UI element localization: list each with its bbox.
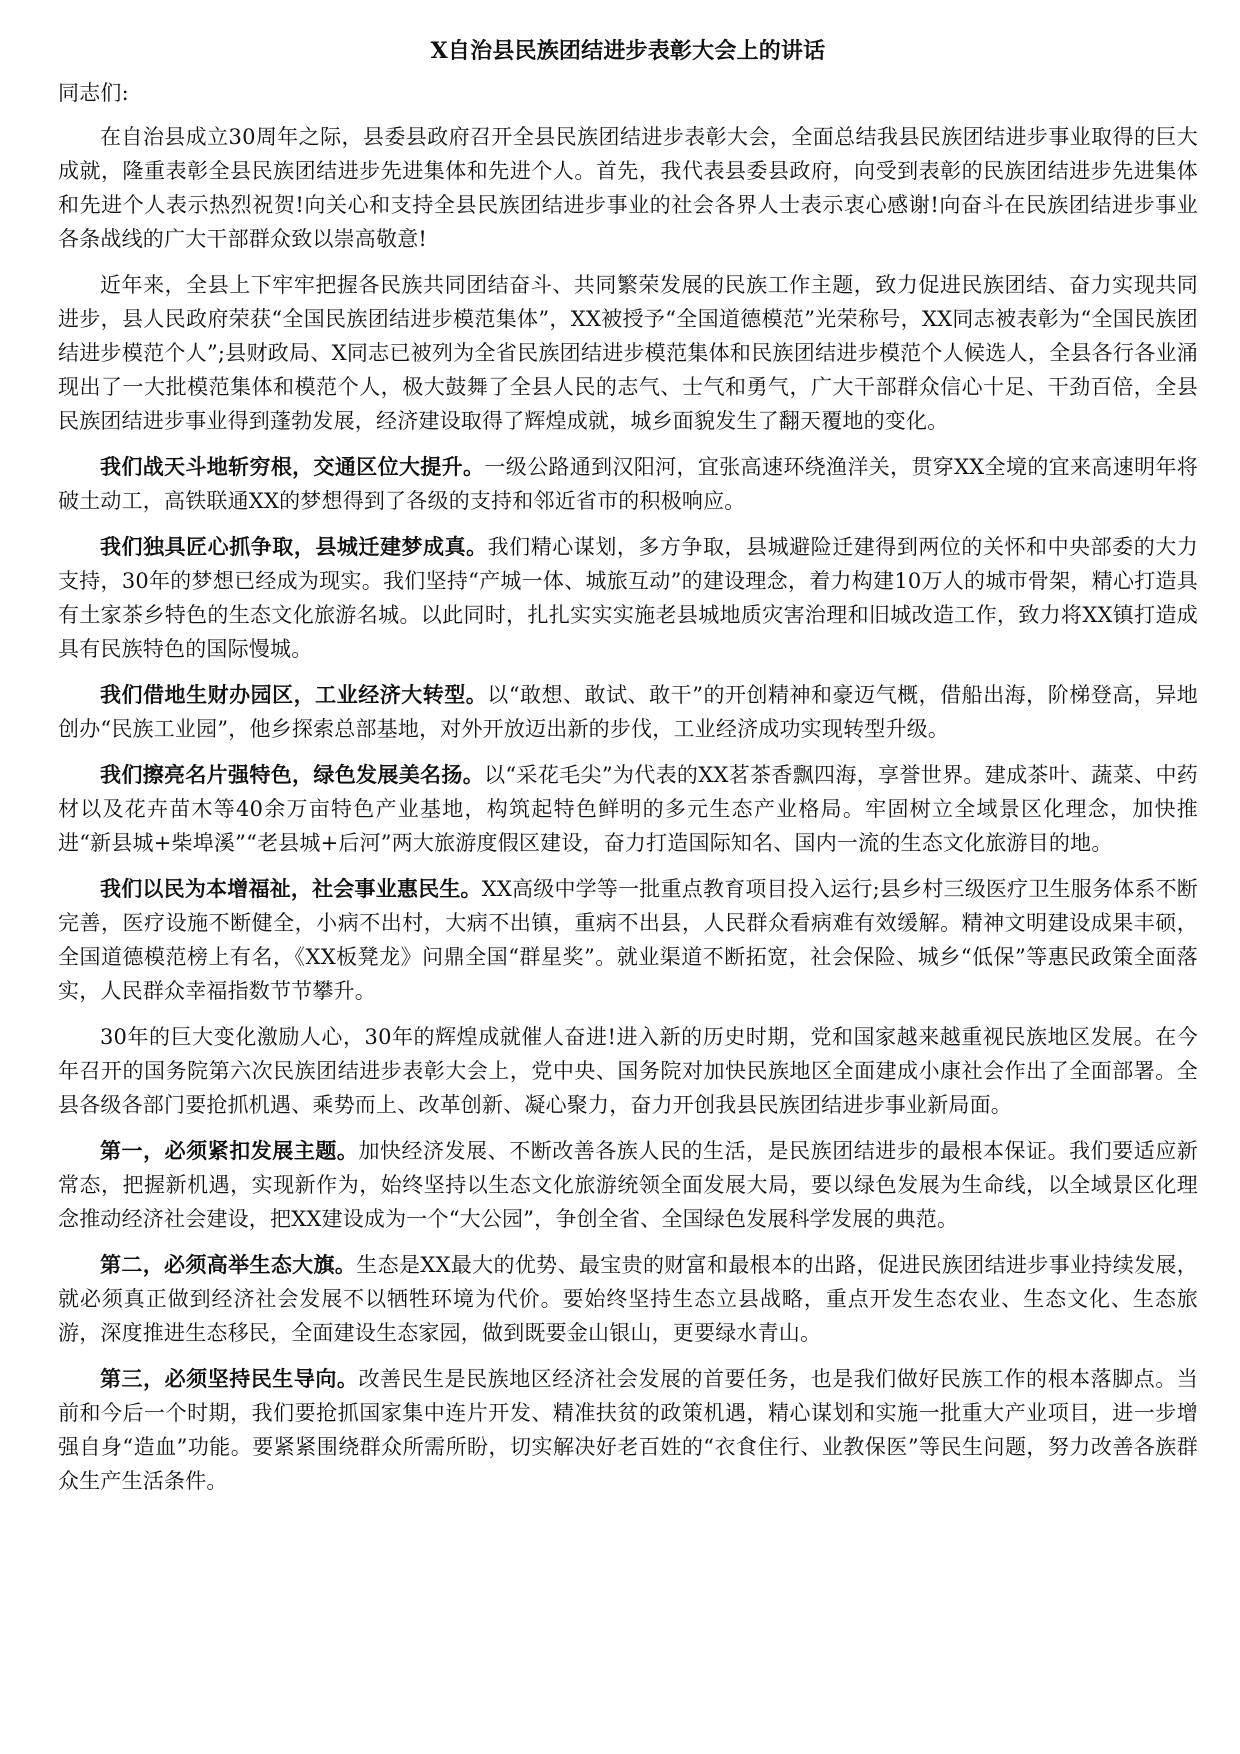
paragraph-text: 改善民生是民族地区经济社会发展的首要任务，也是我们做好民族工作的根本落脚点。当前和今后一个时期，我们要抢抓国家集中连片开发、精准扶贫的政策机遇，精心谋划和实施一批重大产业项目，进一步增强自身“造血”功能。要紧紧围绕群众所需所盼，切实解决好老百姓的“衣食住行、业教保医”等民生问题，努力改善各族群众生产生活条件。 bbox=[58, 1367, 1198, 1493]
paragraph-county-relocation bbox=[58, 530, 1198, 666]
paragraph-text: 近年来，全县上下牢牢把握各民族共同团结奋斗、共同繁荣发展的民族工作主题，致力促进民族团结、奋力实现共同进步，县人民政府荣获“全国民族团结进步模范集体”，XX被授予“全国道德模范”光荣称号，XX同志被表彰为“全国民族团结进步模范个人”;县财政局、X同志已被列为全省民族团结进步模范集体和民族团结进步模范个人候选人，全县各行各业涌现出了一大批模范集体和模范个人，极大鼓舞了全县人民的志气、士气和勇气，广大干部群众信心十足、干劲百倍，全县民族团结进步事业得到蓬勃发展，经济建设取得了辉煌成就，城乡面貌发生了翻天覆地的变化。 bbox=[58, 273, 1198, 433]
paragraph-green-development bbox=[58, 758, 1198, 860]
paragraph-text: 以“敢想、敢试、敢干”的开创精神和豪迈气概，借船出海，阶梯登高，异地创办“民族工业园”，他乡探索总部基地，对外开放迈出新的步伐，工业经济成功实现转型升级。 bbox=[58, 683, 1198, 741]
paragraph-second-point bbox=[58, 1248, 1198, 1350]
paragraph-third-point bbox=[58, 1362, 1198, 1498]
paragraph-text: 在自治县成立30周年之际，县委县政府召开全县民族团结进步表彰大会，全面总结我县民族团结进步事业取得的巨大成就，隆重表彰全县民族团结进步先进集体和先进个人。首先，我代表县委县政府，向受到表彰的民族团结进步先进集体和先进个人表示热烈祝贺!向关心和支持全县民族团结进步事业的社会各界人士表示衷心感谢!向奋斗在民族团结进步事业各条战线的广大干部群众致以崇高敬意! bbox=[58, 125, 1198, 251]
paragraph-industrial-park bbox=[58, 678, 1198, 746]
paragraph-text: XX高级中学等一批重点教育项目投入运行;县乡村三级医疗卫生服务体系不断完善，医疗设施不断健全，小病不出村，大病不出镇，重病不出县，人民群众看病难有效缓解。精神文明建设成果丰硕，全国道德模范榜上有名，《XX板凳龙》问鼎全国“群星奖”。就业渠道不断拓宽，社会保险、城乡“低保”等惠民政策全面落实，人民群众幸福指数节节攀升。 bbox=[58, 877, 1198, 1003]
salutation: 同志们: bbox=[58, 81, 129, 105]
document-page bbox=[58, 34, 1198, 1510]
paragraph-lead: 我们擦亮名片强特色，绿色发展美名扬。 bbox=[100, 762, 485, 787]
paragraph-text: 一级公路通到汉阳河，宜张高速环绕渔洋关，贯穿XX全境的宜来高速明年将破土动工，高铁联通XX的梦想得到了各级的支持和邻近省市的积极响应。 bbox=[58, 455, 1198, 513]
paragraph-livelihood bbox=[58, 872, 1198, 1008]
document-title: X自治县民族团结进步表彰大会上的讲话 bbox=[430, 38, 826, 64]
paragraph-lead: 第三，必须坚持民生导向。 bbox=[100, 1366, 359, 1391]
paragraph-lead: 第二，必须高举生态大旗。 bbox=[100, 1252, 357, 1277]
paragraph-text: 30年的巨大变化激励人心，30年的辉煌成就催人奋进!进入新的历史时期，党和国家越来越重视民族地区发展。在今年召开的国务院第六次民族团结进步表彰大会上，党中央、国务院对加快民族地区全面建成小康社会作出了全面部署。全县各级各部门要抢抓机遇、乘势而上、改革创新、凝心聚力，奋力开创我县民族团结进步事业新局面。 bbox=[58, 1025, 1198, 1117]
paragraph-first-point bbox=[58, 1134, 1198, 1236]
paragraph-transport bbox=[58, 450, 1198, 518]
paragraph-lead: 我们独具匠心抓争取，县城迁建梦成真。 bbox=[100, 534, 488, 559]
paragraph-lead: 第一，必须紧扣发展主题。 bbox=[100, 1138, 359, 1163]
paragraph-text: 我们精心谋划，多方争取，县城避险迁建得到两位的关怀和中央部委的大力支持，30年的梦想已经成为现实。我们坚持“产城一体、城旅互动”的建设理念，着力构建10万人的城市骨架，精心打造具有土家茶乡特色的生态文化旅游名城。以此同时，扎扎实实实施老县城地质灾害治理和旧城改造工作，致力将XX镇打造成具有民族特色的国际慢城。 bbox=[58, 535, 1198, 661]
paragraph-lead: 我们战天斗地斩穷根，交通区位大提升。 bbox=[100, 454, 485, 479]
paragraph-text: 生态是XX最大的优势、最宝贵的财富和最根本的出路，促进民族团结进步事业持续发展，就必须真正做到经济社会发展不以牺牲环境为代价。要始终坚持生态立县战略，重点开发生态农业、生态文化、生态旅游，深度推进生态移民，全面建设生态家园，做到既要金山银山，更要绿水青山。 bbox=[58, 1253, 1198, 1345]
paragraph-2 bbox=[58, 268, 1198, 438]
paragraph-text: 以“采花毛尖”为代表的XX茗茶香飘四海，享誉世界。建成茶叶、蔬菜、中药材以及花卉苗木等40余万亩特色产业基地，构筑起特色鲜明的多元生态产业格局。牢固树立全域景区化理念，加快推进“新县城+柴埠溪”“老县城+后河”两大旅游度假区建设，奋力打造国际知名、国内一流的生态文化旅游目的地。 bbox=[58, 763, 1198, 855]
paragraph-1 bbox=[58, 120, 1198, 256]
paragraph-lead: 我们以民为本增福祉，社会事业惠民生。 bbox=[100, 876, 482, 901]
paragraph-new-era bbox=[58, 1020, 1198, 1122]
paragraph-lead: 我们借地生财办园区，工业经济大转型。 bbox=[100, 682, 488, 707]
paragraph-text: 加快经济发展、不断改善各族人民的生活，是民族团结进步的最根本保证。我们要适应新常态，把握新机遇，实现新作为，始终坚持以生态文化旅游统领全面发展大局，要以绿色发展为生命线，以全域景区化理念推动经济社会建设，把XX建设成为一个“大公园”，争创全省、全国绿色发展科学发展的典范。 bbox=[58, 1139, 1198, 1231]
